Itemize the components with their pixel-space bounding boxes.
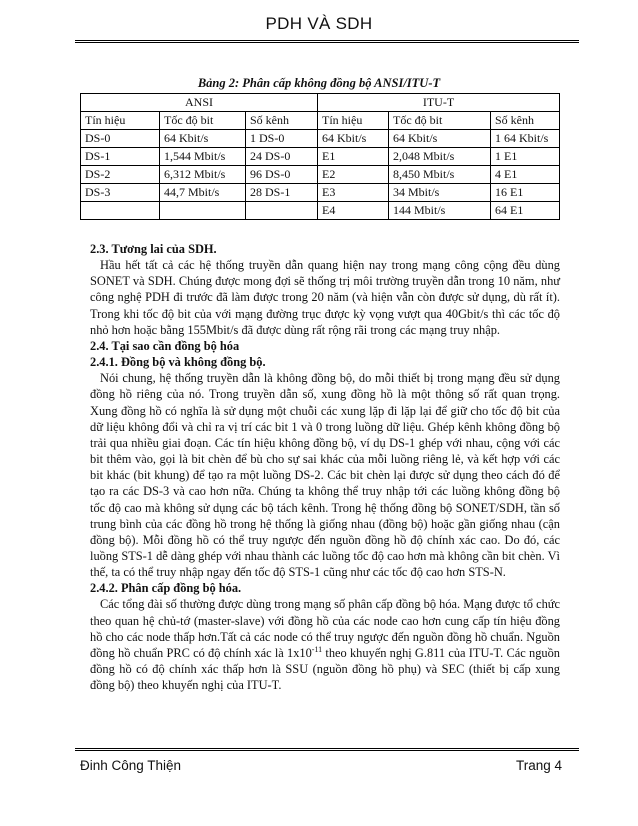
table-row xyxy=(81,148,560,166)
exponent: -11 xyxy=(311,644,323,654)
table-group-header-row xyxy=(81,94,560,112)
table-cell: E4 xyxy=(318,202,389,220)
column-header: Tốc độ bit xyxy=(389,112,491,130)
table-cell: 44,7 Mbit/s xyxy=(160,184,246,202)
table-cell xyxy=(160,202,246,220)
table-cell: DS-1 xyxy=(81,148,160,166)
table-cell: 2,048 Mbit/s xyxy=(389,148,491,166)
table-cell: 1 DS-0 xyxy=(246,130,318,148)
paragraph-text: theo khuyến nghị G.811 của ITU-T. Các nguồn đồng hồ có độ chính xác thấp hơn là SSU (nguồn đồng hồ phụ) và SEC (thiết bị cấp xung đồng bộ) theo khuyến nghị của ITU-T. xyxy=(90,645,560,693)
footer-divider xyxy=(75,748,579,751)
table-cell: 1,544 Mbit/s xyxy=(160,148,246,166)
table-cell: 16 E1 xyxy=(491,184,560,202)
header-divider xyxy=(75,40,579,43)
table-row xyxy=(81,166,560,184)
column-header: Tốc độ bit xyxy=(160,112,246,130)
footer-page-number: Trang 4 xyxy=(515,758,562,773)
section-2-4-1-paragraph: Nói chung, hệ thống truyền dẫn là không đồng bộ, do mỗi thiết bị trong mạng đều sử dụng đồng hồ riêng của nó. Trong truyền dẫn số, xung đồng hồ là một thông số rất quan trọng. Xung đồng hồ có nghĩa là sử dụng một chuỗi các xung lặp đi lặp lại để giữ cho tốc độ bit của dữ liệu không đổi và chỉ ra vị trí các bit 1 và 0 trong luồng dữ liệu. Ghép kênh không đồng bộ trải qua nhiều giai đoạn. Các tín hiệu không đồng bộ, ví dụ DS-1 ghép với nhau, cộng với các bit thêm vào, gọi là bit chèn để bù cho sự sai khác của mỗi luồng riêng lẻ, và kết hợp với các bit khác (bit khung) để tạo ra một luồng DS-2. Các bit chèn lại được sử dụng theo cách đó để tạo ra các DS-3 và cao hơn nữa. Chúng ta không thể truy nhập tới các luồng không đồng bộ tốc độ cao mà không sử dụng các bộ tách kênh. Trong hệ thống đồng bộ SONET/SDH, tần số trung bình của các đồng hồ trong hệ thống là giống nhau (đồng bộ) hoặc gần giống nhau (cận đồng bộ). Mỗi đồng hồ có thể truy ngược đến nguồn đồng hồ độ chính xác cao. Do đó, các luồng STS-1 dễ dàng ghép với nhau thành các luồng tốc độ cao hơn mà không cần bit chèn. Vì thế, ta có thể truy nhập ngay đến tốc độ STS-1 cũng như các tốc độ cao hơn STS-N. xyxy=(90,371,560,580)
table-cell: 96 DS-0 xyxy=(246,166,318,184)
table-cell: E2 xyxy=(318,166,389,184)
table-cell: 64 E1 xyxy=(491,202,560,220)
section-2-3-paragraph: Hầu hết tất cả các hệ thống truyền dẫn quang hiện nay trong mạng công cộng đều dùng SONET và SDH. Chúng được mong đợi sẽ thống trị môi trường truyền dẫn trong 10 năm, như công nghệ PDH đi trước đã làm được trong 20 năm (và hiện vẫn còn được sử dụng, dù rất ít). Trong khi tốc độ bit của với mạng đường trục được kỳ vọng vượt qua 40Gbit/s thì các tốc độ nhỏ hơn hoặc bằng 155Mbit/s đã được dùng rất rộng rãi trong các mạng truy nhập. xyxy=(90,258,560,337)
table-row xyxy=(81,130,560,148)
column-header: Số kênh xyxy=(246,112,318,130)
table-cell: 34 Mbit/s xyxy=(389,184,491,202)
table-cell: 6,312 Mbit/s xyxy=(160,166,246,184)
table-row xyxy=(81,184,560,202)
table-caption: Bảng 2: Phân cấp không đồng bộ ANSI/ITU-T xyxy=(197,76,441,90)
table-cell: DS-0 xyxy=(81,130,160,148)
table-cell: DS-3 xyxy=(81,184,160,202)
group-header-ansi: ANSI xyxy=(81,94,318,112)
table-cell: 64 Kbit/s xyxy=(389,130,491,148)
table-cell: 1 64 Kbit/s xyxy=(491,130,560,148)
section-2-4-2-paragraph xyxy=(90,596,560,693)
table-cell xyxy=(246,202,318,220)
table-row xyxy=(81,202,560,220)
table-cell xyxy=(81,202,160,220)
table-cell: E3 xyxy=(318,184,389,202)
section-2-4-1-heading: 2.4.1. Đồng bộ và không đồng bộ. xyxy=(90,355,266,370)
table-body xyxy=(81,94,560,220)
section-2-4-heading: 2.4. Tại sao cần đồng bộ hóa xyxy=(90,338,240,353)
page-header-title: PDH VÀ SDH xyxy=(265,14,373,33)
body-content xyxy=(90,241,560,693)
table-cell: DS-2 xyxy=(81,166,160,184)
table-cell: 64 Kbit/s xyxy=(318,130,389,148)
table-cell: 1 E1 xyxy=(491,148,560,166)
column-header: Tín hiệu xyxy=(81,112,160,130)
section-2-4-2-heading: 2.4.2. Phân cấp đồng bộ hóa. xyxy=(90,581,242,596)
group-header-itut: ITU-T xyxy=(318,94,560,112)
table-column-header-row xyxy=(81,112,560,130)
paragraph-text: Các tổng đài số thường được dùng trong mạng số phân cấp đồng bộ hóa. Mạng được tổ chức theo quan hệ chủ-tớ (master-slave) với đồng hồ của các node cao hơn cung cấp tín hiệu đồng hồ cho các node thấp hơn.Tất cả các node có thể truy ngược đến nguồn đồng hồ chuẩn. Nguồn đồng hồ chuẩn PRC có độ chính xác là 1x10 xyxy=(90,597,560,660)
page-footer xyxy=(80,758,562,773)
table-cell: E1 xyxy=(318,148,389,166)
column-header: Tín hiệu xyxy=(318,112,389,130)
table-cell: 28 DS-1 xyxy=(246,184,318,202)
table-cell: 4 E1 xyxy=(491,166,560,184)
section-2-3-heading: 2.3. Tương lai của SDH. xyxy=(90,242,217,256)
table-cell: 64 Kbit/s xyxy=(160,130,246,148)
table-cell: 24 DS-0 xyxy=(246,148,318,166)
hierarchy-table xyxy=(80,93,560,220)
column-header: Số kênh xyxy=(491,112,560,130)
table-cell: 8,450 Mbit/s xyxy=(389,166,491,184)
footer-author: Đinh Công Thiện xyxy=(80,758,182,773)
table-cell: 144 Mbit/s xyxy=(389,202,491,220)
